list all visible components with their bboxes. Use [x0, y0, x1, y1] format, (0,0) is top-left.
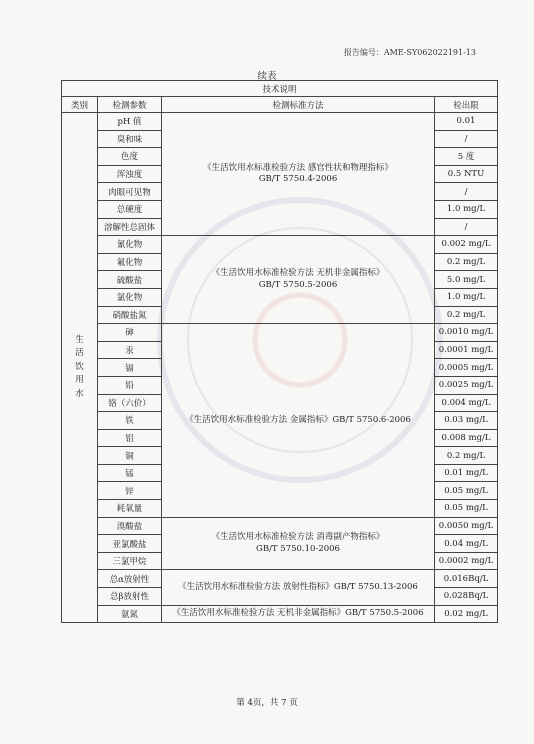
table-row — [62, 605, 498, 623]
parameter-cell: 总α放射性 — [98, 570, 162, 588]
parameter-cell: 耗氧量 — [98, 500, 162, 518]
limit-cell: 0.04 mg/L — [435, 535, 498, 553]
limit-cell: 0.2 mg/L — [435, 253, 498, 271]
parameter-cell: 铅 — [98, 376, 162, 394]
parameter-cell: 氨氮 — [98, 605, 162, 623]
parameter-cell: 砷 — [98, 324, 162, 342]
method-line: 《生活饮用水标准检验方法 放射性指标》GB/T 5750.13-2006 — [178, 581, 418, 592]
parameter-cell: 总β放射性 — [98, 588, 162, 606]
limit-cell: / — [435, 183, 498, 201]
parameter-cell: 氯化物 — [98, 288, 162, 306]
parameter-cell: 汞 — [98, 341, 162, 359]
method-cell — [162, 570, 435, 605]
parameter-cell: 三氯甲烷 — [98, 552, 162, 570]
limit-cell: 0.05 mg/L — [435, 482, 498, 500]
report-number: 报告编号：AME-SY062022191-13 — [343, 48, 476, 57]
parameter-cell: pH 值 — [98, 113, 162, 131]
method-line: 《生活饮用水标准检验方法 无机非金属指标》 — [211, 268, 385, 279]
limit-cell: 5.0 mg/L — [435, 271, 498, 289]
parameter-cell: 硝酸盐氮 — [98, 306, 162, 324]
limit-cell: 0.02 mg/L — [435, 605, 498, 623]
limit-cell: 0.01 mg/L — [435, 464, 498, 482]
limit-cell: 1.0 mg/L — [435, 200, 498, 218]
header-limit: 检出限 — [435, 97, 498, 113]
section-title: 技术说明 — [62, 81, 498, 97]
limit-cell: 1.0 mg/L — [435, 288, 498, 306]
parameter-cell: 溶解性总固体 — [98, 218, 162, 236]
method-line: GB/T 5750.5-2006 — [258, 279, 338, 290]
method-line: GB/T 5750.4-2006 — [258, 174, 338, 185]
parameter-cell: 锌 — [98, 482, 162, 500]
limit-cell: 0.008 mg/L — [435, 429, 498, 447]
method-cell — [162, 605, 435, 623]
limit-cell: 0.05 mg/L — [435, 500, 498, 518]
limit-cell: 0.0025 mg/L — [435, 376, 498, 394]
header-parameter: 检测参数 — [98, 97, 162, 113]
technical-table — [61, 80, 498, 623]
page-number: 第 4页，共 7 页 — [236, 698, 298, 708]
method-line: 《生活饮用水标准检验方法 感官性状和物理指标》 — [203, 162, 393, 173]
limit-cell: / — [435, 130, 498, 148]
method-line: GB/T 5750.10-2006 — [256, 543, 340, 554]
limit-cell: 0.0002 mg/L — [435, 552, 498, 570]
limit-cell: 0.002 mg/L — [435, 236, 498, 254]
parameter-cell: 肉眼可见物 — [98, 183, 162, 201]
category-label: 生 活 饮 用 水 — [75, 334, 84, 399]
table-row — [62, 517, 498, 535]
method-cell — [162, 324, 435, 518]
limit-cell: 0.2 mg/L — [435, 306, 498, 324]
continued-label: 续表 — [257, 71, 277, 82]
parameter-cell: 硫酸盐 — [98, 271, 162, 289]
parameter-cell: 镉 — [98, 359, 162, 377]
table-row — [62, 236, 498, 254]
parameter-cell: 铁 — [98, 412, 162, 430]
header-category: 类别 — [62, 97, 98, 113]
parameter-cell: 锰 — [98, 464, 162, 482]
parameter-cell: 氰化物 — [98, 236, 162, 254]
table-row — [62, 113, 498, 131]
limit-cell: / — [435, 218, 498, 236]
method-cell — [162, 236, 435, 324]
limit-cell: 0.01 — [435, 113, 498, 131]
method-line: 《生活饮用水标准检验方法 金属指标》GB/T 5750.6-2006 — [185, 414, 411, 425]
limit-cell: 0.2 mg/L — [435, 447, 498, 465]
parameter-cell: 溴酸盐 — [98, 517, 162, 535]
limit-cell: 0.016Bq/L — [435, 570, 498, 588]
table-row — [62, 570, 498, 588]
limit-cell: 5 度 — [435, 148, 498, 166]
limit-cell: 0.028Bq/L — [435, 588, 498, 606]
parameter-cell: 色度 — [98, 148, 162, 166]
limit-cell: 0.0001 mg/L — [435, 341, 498, 359]
parameter-cell: 总硬度 — [98, 200, 162, 218]
table-row — [62, 324, 498, 342]
parameter-cell: 臭和味 — [98, 130, 162, 148]
limit-cell: 0.03 mg/L — [435, 412, 498, 430]
limit-cell: 0.0010 mg/L — [435, 324, 498, 342]
parameter-cell: 铬（六价） — [98, 394, 162, 412]
header-method: 检测标准方法 — [162, 97, 435, 113]
parameter-cell: 亚氯酸盐 — [98, 535, 162, 553]
method-cell — [162, 113, 435, 236]
limit-cell: 0.5 NTU — [435, 165, 498, 183]
parameter-cell: 铝 — [98, 429, 162, 447]
category-cell — [62, 113, 98, 623]
parameter-cell: 浑浊度 — [98, 165, 162, 183]
parameter-cell: 铜 — [98, 447, 162, 465]
method-cell — [162, 517, 435, 570]
limit-cell: 0.004 mg/L — [435, 394, 498, 412]
parameter-cell: 氟化物 — [98, 253, 162, 271]
limit-cell: 0.0050 mg/L — [435, 517, 498, 535]
method-line: 《生活饮用水标准检验方法 消毒副产物指标》 — [211, 532, 385, 543]
method-line: 《生活饮用水标准检验方法 无机非金属指标》GB/T 5750.5-2006 — [172, 608, 424, 619]
limit-cell: 0.0005 mg/L — [435, 359, 498, 377]
